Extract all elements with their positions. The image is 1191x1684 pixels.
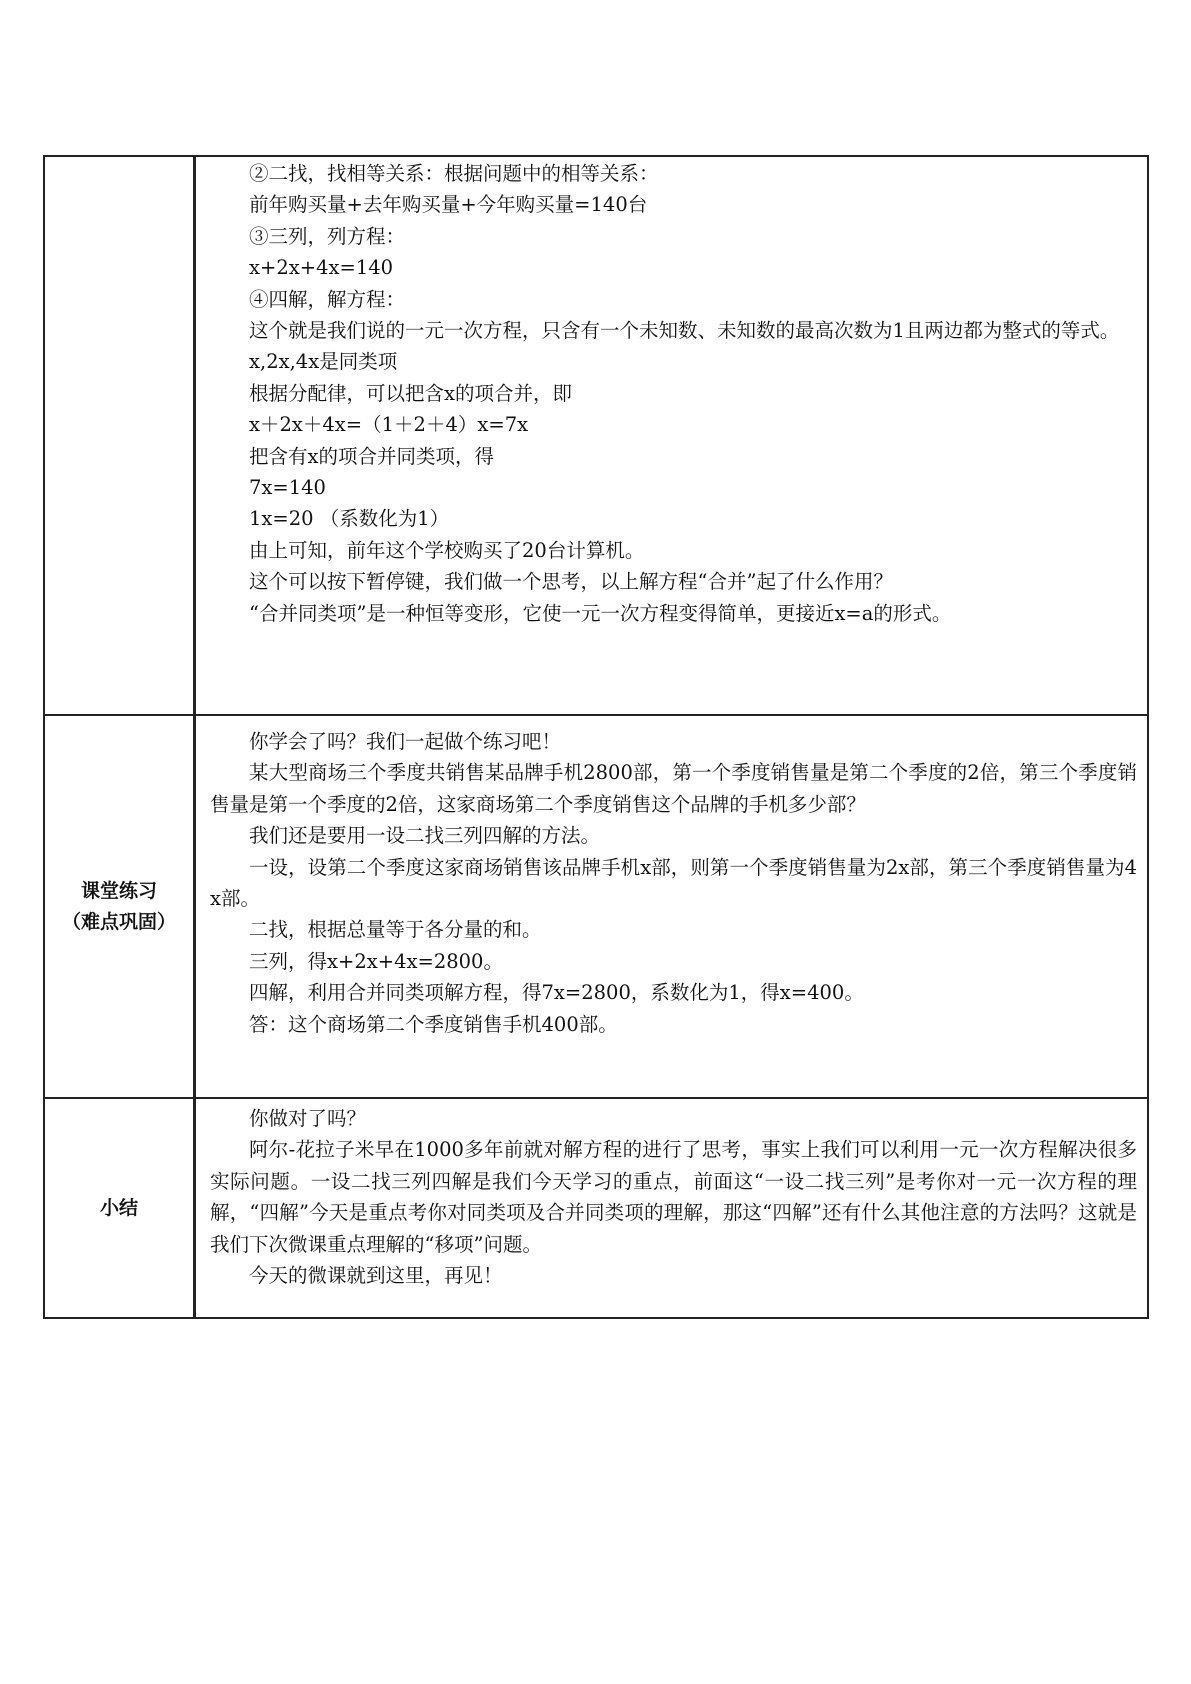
paragraph: 你做对了吗？ <box>249 1107 367 1130</box>
table-row-practice <box>44 715 1148 1098</box>
paragraph: x+2x+4x=140 <box>249 256 394 280</box>
table-row-solution <box>44 156 1148 715</box>
row-label-practice <box>44 715 195 1098</box>
paragraph: 你学会了吗？我们一起做个练习吧！ <box>249 730 562 753</box>
paragraph: 前年购买量+去年购买量+今年购买量=140台 <box>249 193 648 217</box>
paragraph: 今天的微课就到这里，再见！ <box>249 1264 503 1288</box>
label-line: 课堂练习 <box>80 879 157 902</box>
paragraph: 1x=20 （系数化为1） <box>249 507 450 531</box>
summary-content <box>195 1098 1149 1318</box>
paragraph: 一设，设第二个季度这家商场销售该品牌手机x部，则第一个季度销售量为2x部，第三个季度销售量为4x部。 <box>210 855 1137 911</box>
paragraph: 阿尔-花拉子米早在1000多年前就对解方程的进行了思考，事实上我们可以利用一元一次方程解决很多实际问题。一设二找三列四解是我们今天学习的重点，前面这“一设二找三列”是考你对一元一次方程的理解，“四解”今天是重点考你对同类项及合并同类项的理解，那这“四解”还有什么其他注意的方法吗？这就是我们下次微课重点理解的“移项”问题。 <box>210 1138 1137 1256</box>
label-line: 小结 <box>99 1196 138 1219</box>
label-line: （难点巩固） <box>61 910 176 933</box>
paragraph: 我们还是要用一设二找三列四解的方法。 <box>249 824 601 848</box>
row-label-empty <box>44 156 195 715</box>
paragraph: x＋2x＋4x=（1＋2＋4）x=7x <box>249 413 529 437</box>
paragraph: 把含有x的项合并同类项，得 <box>249 444 494 468</box>
paragraph: ②二找，找相等关系：根据问题中的相等关系： <box>249 162 659 185</box>
solution-content <box>195 156 1149 715</box>
paragraph: 这个可以按下暂停键，我们做一个思考，以上解方程“合并”起了什么作用？ <box>249 570 893 594</box>
paragraph: 7x=140 <box>249 476 326 500</box>
paragraph: 某大型商场三个季度共销售某品牌手机2800部，第一个季度销售量是第二个季度的2倍，第三个季度销售量是第一个季度的2倍，这家商场第二个季度销售这个品牌的手机多少部？ <box>210 761 1137 816</box>
paragraph: 这个就是我们说的一元一次方程，只含有一个未知数、未知数的最高次数为1且两边都为整式的等式。 <box>249 319 1120 343</box>
lesson-table <box>43 155 1149 1319</box>
paragraph: 三列，得x+2x+4x=2800。 <box>249 949 503 973</box>
table-row-summary <box>44 1098 1148 1318</box>
paragraph: 根据分配律，可以把含x的项合并，即 <box>249 381 572 405</box>
paragraph: x,2x,4x是同类项 <box>249 350 398 374</box>
paragraph: 四解，利用合并同类项解方程，得7x=2800，系数化为1，得x=400。 <box>249 981 864 1005</box>
paragraph: 二找，根据总量等于各分量的和。 <box>249 918 542 942</box>
paragraph: “合并同类项”是一种恒等变形，它使一元一次方程变得简单，更接近x=a的形式。 <box>249 601 952 625</box>
paragraph: 由上可知，前年这个学校购买了20台计算机。 <box>249 538 645 562</box>
paragraph: ③三列，列方程： <box>249 224 406 248</box>
paragraph: 答：这个商场第二个季度销售手机400部。 <box>249 1012 618 1036</box>
row-label-summary <box>44 1098 195 1318</box>
practice-content <box>195 715 1149 1098</box>
paragraph: ④四解，解方程： <box>249 287 406 311</box>
